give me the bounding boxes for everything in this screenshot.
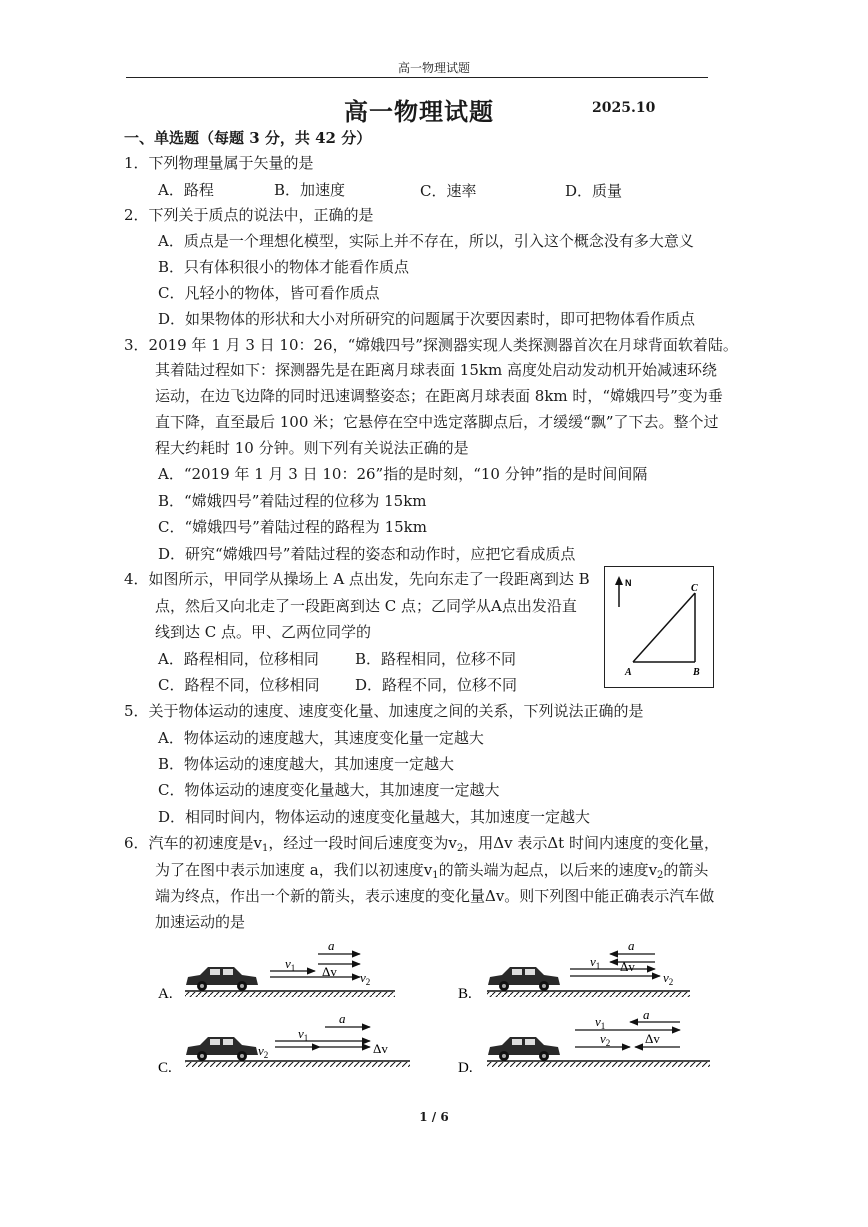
path-a-to-c bbox=[633, 593, 695, 662]
q6-option-d-label: D. bbox=[458, 1060, 473, 1076]
label-v1: $v_1$ bbox=[298, 1026, 309, 1043]
north-arrow-head bbox=[615, 576, 623, 585]
point-c-label: C bbox=[691, 583, 698, 594]
ground-hatch bbox=[487, 992, 690, 997]
label-a: a bbox=[328, 938, 335, 953]
ground-hatch bbox=[487, 1062, 710, 1067]
label-v2: $v_2$ bbox=[600, 1031, 611, 1048]
running-header: 高一物理试题 bbox=[397, 61, 470, 75]
label-a: a bbox=[339, 1011, 346, 1026]
label-v2: $v_2$ bbox=[258, 1043, 269, 1060]
label-dv: Δv bbox=[620, 959, 635, 974]
label-v1: $v_1$ bbox=[595, 1014, 606, 1031]
q5-stem: 5．关于物体运动的速度、速度变化量、加速度之间的关系，下列说法正确的是 bbox=[124, 702, 644, 720]
q1-option-a: A．路程 bbox=[158, 181, 214, 199]
point-a-label: A bbox=[625, 667, 632, 678]
q6-option-a-label: A. bbox=[158, 986, 173, 1002]
q1-option-d: D．质量 bbox=[565, 182, 623, 200]
q4-figure bbox=[604, 566, 714, 688]
q2-option-b: B．只有体积很小的物体才能看作质点 bbox=[158, 258, 410, 276]
q3-option-d: D．研究“嫦娥四号”着陆过程的姿态和动作时，应把它看成质点 bbox=[158, 545, 576, 563]
q1-option-b: B．加速度 bbox=[274, 181, 346, 199]
q3-option-b: B．“嫦娥四号”着陆过程的位移为 15km bbox=[158, 492, 427, 510]
q6-options-diagram bbox=[150, 935, 730, 1085]
car-icon bbox=[186, 967, 258, 991]
q3-line-3: 运动，在边飞边降的同时迅速调整姿态；在距离月球表面 8km 时，“嫦娥四号”变为垂 bbox=[155, 387, 723, 405]
q5-option-a: A．物体运动的速度越大，其速度变化量一定越大 bbox=[158, 729, 484, 747]
label-a: a bbox=[643, 1007, 650, 1022]
label-v2: $v_2$ bbox=[663, 970, 674, 987]
q3-line-5: 程大约耗时 10 分钟。则下列有关说法正确的是 bbox=[155, 439, 469, 457]
q2-option-a: A．质点是一个理想化模型，实际上并不存在，所以，引入这个概念没有多大意义 bbox=[158, 232, 694, 250]
q4-line-1: 4．如图所示，甲同学从操场上 A 点出发，先向东走了一段距离到达 B bbox=[124, 570, 590, 588]
exam-date: 2025.10 bbox=[592, 100, 656, 116]
q4-option-c: C．路程不同，位移相同 bbox=[158, 676, 320, 694]
q4-option-b: B．路程相同，位移不同 bbox=[355, 650, 517, 668]
q3-line-1: 3．2019 年 1 月 3 日 10：26，“嫦娥四号”探测器实现人类探测器首次在月球背面软着陆。 bbox=[124, 336, 738, 354]
q4-option-a: A．路程相同，位移相同 bbox=[158, 650, 319, 668]
q3-option-c: C．“嫦娥四号”着陆过程的路程为 15km bbox=[158, 518, 427, 536]
q6-line-3: 端为终点，作出一个新的箭头，表示速度的变化量Δv。则下列图中能正确表示汽车做 bbox=[155, 887, 715, 905]
ground-hatch bbox=[185, 1062, 410, 1067]
label-v2: $v_2$ bbox=[360, 970, 371, 987]
q6-option-b-label: B. bbox=[458, 986, 472, 1002]
q1-stem: 1．下列物理量属于矢量的是 bbox=[124, 154, 314, 172]
q5-option-c: C．物体运动的速度变化量越大，其加速度一定越大 bbox=[158, 781, 500, 799]
label-dv: Δv bbox=[322, 964, 337, 979]
q6-line-4: 加速运动的是 bbox=[155, 913, 246, 931]
q2-option-d: D．如果物体的形状和大小对所研究的问题属于次要因素时，即可把物体看作质点 bbox=[158, 310, 696, 328]
q5-option-d: D．相同时间内，物体运动的速度变化量越大，其加速度一定越大 bbox=[158, 808, 591, 826]
section-heading: 一、单选题（每题 3 分，共 42 分） bbox=[124, 129, 372, 147]
header-rule bbox=[126, 77, 708, 78]
north-label: N bbox=[625, 578, 632, 588]
q6-option-c-label: C. bbox=[158, 1060, 172, 1076]
car-icon bbox=[488, 967, 560, 991]
point-b-label: B bbox=[693, 667, 700, 678]
q2-option-c: C．凡轻小的物体，皆可看作质点 bbox=[158, 284, 380, 302]
ground-hatch bbox=[185, 992, 395, 997]
q2-stem: 2．下列关于质点的说法中，正确的是 bbox=[124, 206, 374, 224]
car-icon bbox=[186, 1037, 258, 1061]
q4-line-3: 线到达 C 点。甲、乙两位同学的 bbox=[155, 623, 372, 641]
q4-displacement-diagram bbox=[605, 567, 713, 687]
label-a: a bbox=[628, 938, 635, 953]
q5-option-b: B．物体运动的速度越大，其加速度一定越大 bbox=[158, 755, 455, 773]
q6-line-2: 为了在图中表示加速度 a，我们以初速度$v_1$的箭头端为起点，以后来的速度$v_2$的箭头 bbox=[155, 861, 709, 881]
q3-line-2: 其着陆过程如下：探测器先是在距离月球表面 15km 高度处启动发动机开始减速环绕 bbox=[155, 361, 717, 379]
q3-option-a: A．“2019 年 1 月 3 日 10：26”指的是时刻，“10 分钟”指的是时间间隔 bbox=[158, 465, 648, 483]
q3-line-4: 直下降，直至最后 100 米；它悬停在空中选定落脚点后，才缓缓“飘”了下去。整个过 bbox=[155, 413, 719, 431]
page-number: 1 / 6 bbox=[419, 1110, 449, 1124]
q4-line-2: 点，然后又向北走了一段距离到达 C 点；乙同学从A点出发沿直 bbox=[155, 597, 577, 615]
page-title: 高一物理试题 bbox=[344, 97, 494, 126]
label-dv: Δv bbox=[645, 1031, 660, 1046]
car-icon bbox=[488, 1037, 560, 1061]
label-v1: $v_1$ bbox=[590, 954, 601, 971]
label-dv: Δv bbox=[373, 1041, 388, 1056]
q1-option-c: C．速率 bbox=[420, 182, 477, 200]
label-v1: $v_1$ bbox=[285, 956, 296, 973]
q4-option-d: D．路程不同，位移不同 bbox=[355, 676, 518, 694]
q6-line-1: 6．汽车的初速度是$v_1$，经过一段时间后速度变为$v_2$，用Δv 表示Δt 时间内速度的变化量， bbox=[124, 834, 719, 854]
